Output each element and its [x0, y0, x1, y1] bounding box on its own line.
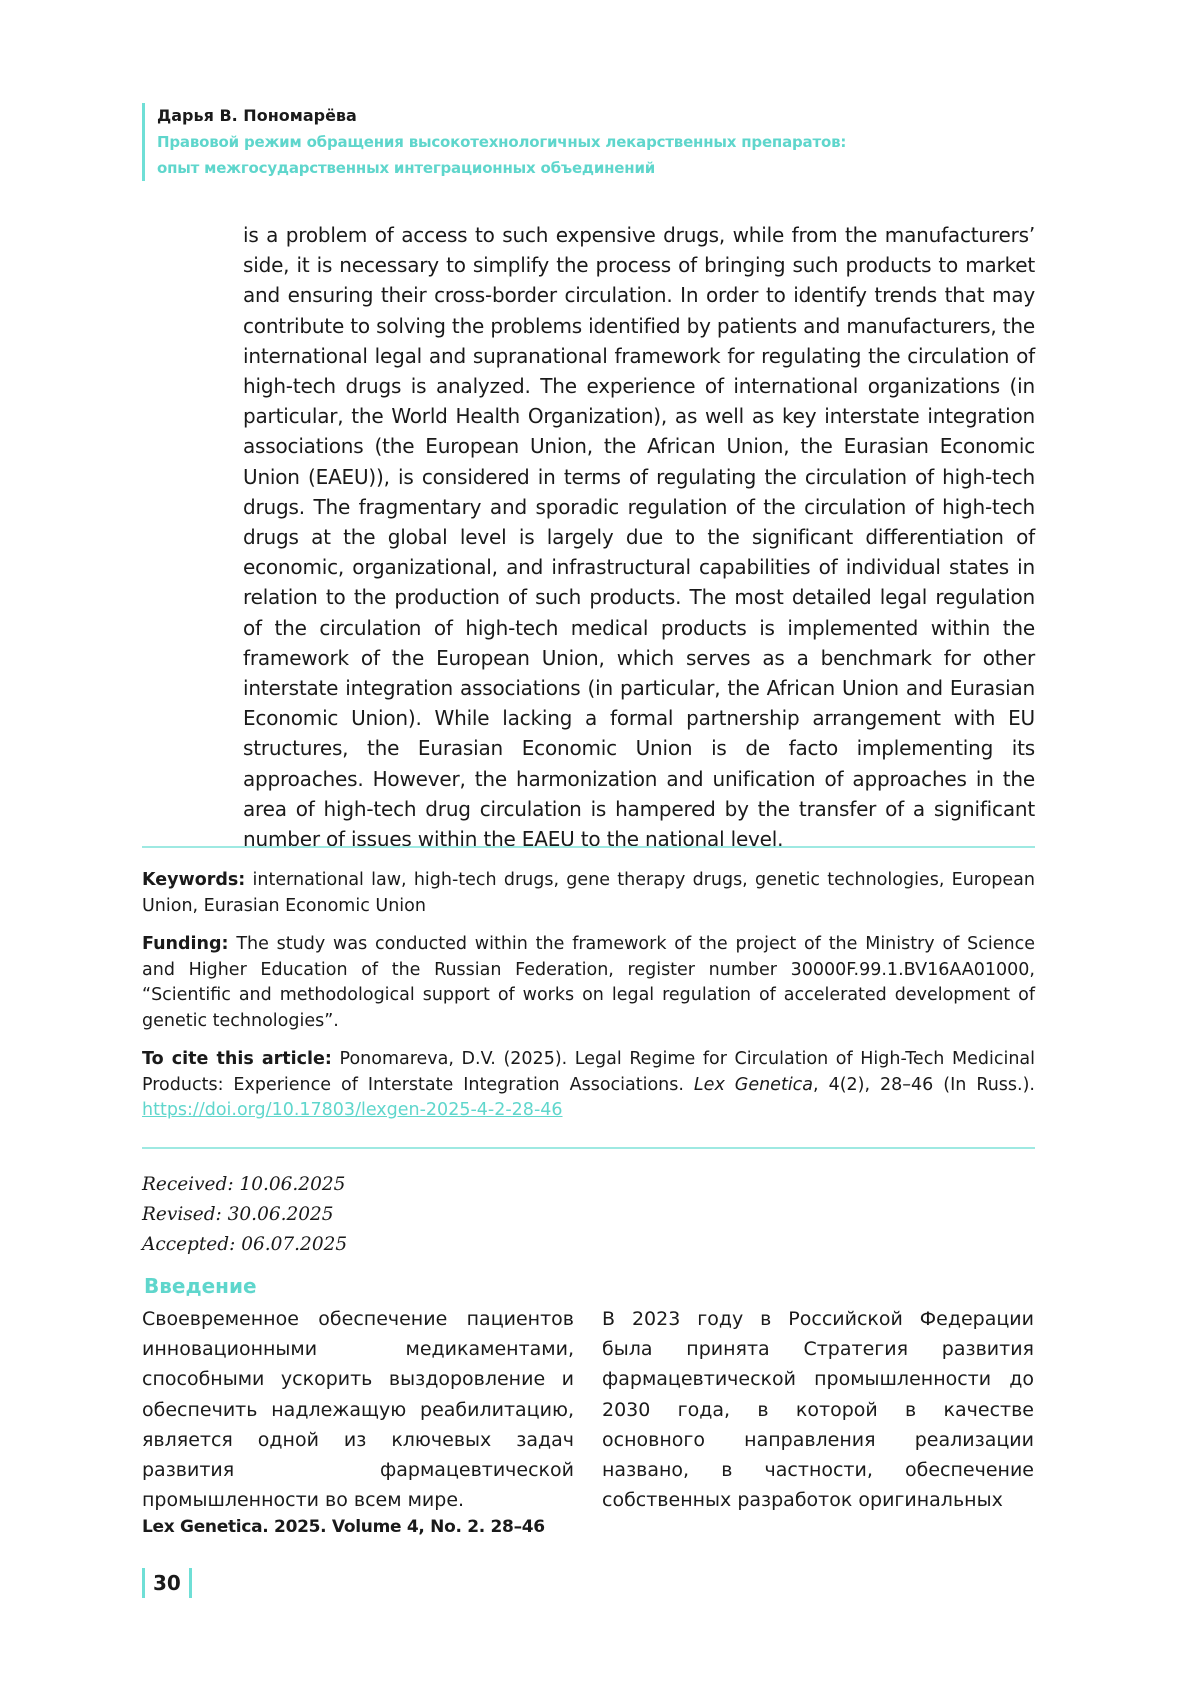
running-header	[142, 103, 1057, 181]
article-dates	[142, 1170, 347, 1260]
citation-volume: , 4(2), 28–46 (In Russ.).	[813, 1074, 1035, 1095]
received-date: Received: 10.06.2025	[142, 1174, 346, 1195]
section-heading: Введение	[144, 1274, 257, 1298]
citation-label: To cite this article:	[142, 1049, 332, 1069]
doi-link[interactable]: https://doi.org/10.17803/lexgen-2025-4-2-28-46	[142, 1100, 563, 1120]
header-author: Дарья В. Пономарёва	[157, 106, 357, 125]
keywords-text: international law, high-tech drugs, gene therapy drugs, genetic technologies, European Union, Eurasian Economic Union	[142, 870, 1035, 916]
page-number: 30	[142, 1568, 192, 1598]
keywords-block	[142, 868, 1035, 919]
body-column-left: Своевременное обеспечение пациентов инновационными медикаментами, способными ускорить выздоровление и обеспечить надлежащую реабилитацию, является одной из ключевых задач развития фармацевтической промышленности во всем мире.	[142, 1308, 574, 1512]
header-title-line-2: опыт межгосударственных интеграционных объединений	[157, 159, 656, 177]
keywords-label: Keywords:	[142, 870, 246, 890]
divider-bottom	[142, 1147, 1035, 1149]
accepted-date: Accepted: 06.07.2025	[142, 1234, 348, 1255]
body-column-right: В 2023 году в Российской Федерации была принята Стратегия развития фармацевтической промышленности до 2030 года, в которой в качестве основного направления реализации названо, в частности, обеспечение собственных разработок оригинальных	[602, 1308, 1034, 1512]
divider-top	[142, 846, 1035, 848]
citation-block	[142, 1047, 1035, 1124]
citation-text: Ponomareva, D.V. (2025). Legal Regime for Circulation of High-Tech Medicinal Products: Experience of Interstate Integration Associations.	[142, 1049, 1035, 1095]
funding-label: Funding:	[142, 934, 229, 954]
abstract-text: is a problem of access to such expensive drugs, while from the manufacturers’ side, it is necessary to simplify the process of bringing such products to market and ensuring their cross-border circulation. In order to identify trends that may contribute to solving the problems identified by patients and manufacturers, the international legal and supranational framework for regulating the circulation of high-tech drugs is analyzed. The experience of international organizations (in particular, the World Health Organization), as well as key interstate integration associations (the European Union, the African Union, the Eurasian Economic Union (EAEU)), is considered in terms of regulating the circulation of high-tech drugs. The fragmentary and sporadic regulation of the circulation of high-tech drugs at the global level is largely due to the significant differentiation of economic, organizational, and infrastructural capabilities of individual states in relation to the production of such products. The most detailed legal regulation of the circulation of high-tech medical products is implemented within the framework of the European Union, which serves as a benchmark for other interstate integration associations (in particular, the African Union and Eurasian Economic Union). While lacking a formal partnership arrangement with EU structures, the Eurasian Economic Union is de facto implementing its approaches. However, the harmonization and unification of approaches in the area of high-tech drug circulation is hampered by the transfer of a significant number of issues within the EAEU to the national level.	[243, 223, 1035, 852]
revised-date: Revised: 30.06.2025	[142, 1204, 334, 1225]
header-title-line-1: Правовой режим обращения высокотехнологичных лекарственных препаратов:	[157, 133, 847, 151]
funding-block	[142, 932, 1035, 1034]
citation-journal: Lex Genetica	[693, 1074, 814, 1095]
funding-text: The study was conducted within the framework of the project of the Ministry of Science and Higher Education of the Russian Federation, register number 30000F.99.1.BV16AA01000, “Scientific and methodological support of works on legal regulation of accelerated development of genetic technologies”.	[142, 934, 1035, 1031]
footer-journal: Lex Genetica. 2025. Volume 4, No. 2. 28–46	[142, 1517, 545, 1537]
